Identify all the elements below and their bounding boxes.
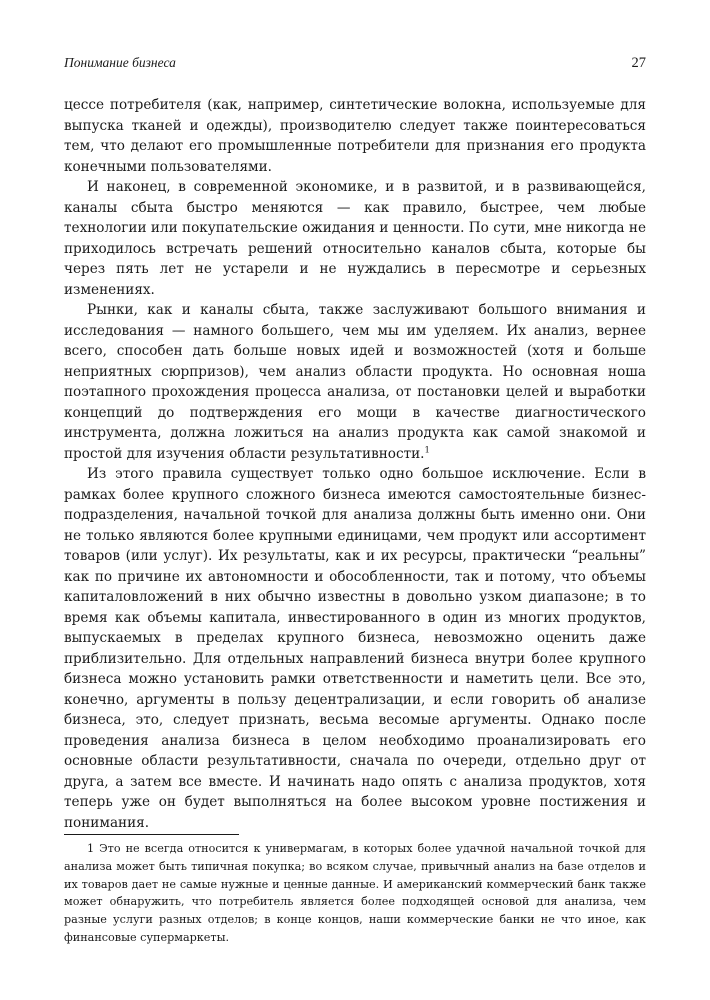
running-header [64, 54, 646, 74]
footnote-separator [64, 834, 239, 835]
body-text [64, 95, 646, 833]
paragraph-channels [64, 177, 646, 300]
paragraph-text: И наконец, в современной экономике, и в развитой, и в развивающейся, каналы сбыта быстро меняются — как правило, быстрее, чем любые технологии или покупательские ожидания и ценности. По сути, мне никогда не приходилось встречать решений относительно каналов сбыта, которые бы через пять лет не устарели и не нуждались в пересмотре и серьезных изменениях. [64, 179, 646, 298]
footnote-marker: 1 [87, 842, 95, 855]
footnote-reference: 1 [424, 444, 430, 455]
footnote [64, 840, 646, 947]
footnote-text: Это не всегда относится к универмагам, в которых более удачной начальной точкой для анализа может быть типичная покупка; во всяком случае, привычный анализ на базе отделов и их товаров дает не самые нужные и ценные данные. И американский коммерческий банк также может обнаружить, что потребитель является более подходящей основой для анализа, чем разные услуги разных отделов; в конце концов, наши коммерческие банки не что иное, как финансовые супермаркеты. [64, 842, 646, 944]
paragraph-text: цессе потребителя (как, например, синтетические волокна, используемые для выпуска тканей и одежды), производителю следует также поинтересоваться тем, что делают его промышленные потребители для признания его продукта конечными пользователями. [64, 97, 646, 175]
footnote-paragraph [64, 840, 646, 947]
paragraph-exception [64, 464, 646, 833]
paragraph-markets [64, 300, 646, 464]
paragraph-text: Из этого правила существует только одно большое исключение. Если в рамках более крупного сложного бизнеса имеются самостоятельные бизнес-подразделения, начальной точкой для анализа должны быть именно они. Они не только являются более крупными единицами, чем продукт или ассортимент товаров (или услуг). Их результаты, как и их ресурсы, практически “реальны” как по причине их автономности и обособленности, так и потому, что объемы капиталовложений в них обычно известны в довольно узком диапазоне; в то время как объемы капитала, инвестированного в один из многих продуктов, выпускаемых в пределах крупного бизнеса, невозможно оценить даже приблизительно. Для отдельных направлений бизнеса внутри более крупного бизнеса можно установить рамки ответственности и наметить цели. Все это, конечно, аргументы в пользу децентрализации, и если говорить об анализе бизнеса, это, следует признать, весьма весомые аргументы. Однако после проведения анализа бизнеса в целом необходимо проанализировать его основные области результативности, сначала по очереди, отдельно друг от друга, а затем все вместе. И начинать надо опять с анализа продуктов, хотя теперь уже он будет выполняться на более высоком уровне постижения и понимания. [64, 466, 646, 831]
paragraph-text: Рынки, как и каналы сбыта, также заслуживают большого внимания и исследования — намного большего, чем мы им уделяем. Их анализ, вернее всего, способен дать больше новых идей и возможностей (хотя и больше неприятных сюрпризов), чем анализ области продукта. Но основная ноша поэтапного прохождения процесса анализа, от постановки целей и выработки концепций до подтверждения его мощи в качестве диагностического инструмента, должна ложиться на анализ продукта как самой знакомой и простой для изучения области результативности. [64, 302, 646, 462]
paragraph-continued [64, 95, 646, 177]
running-title: Понимание бизнеса [64, 55, 176, 70]
page-number: 27 [631, 55, 646, 71]
